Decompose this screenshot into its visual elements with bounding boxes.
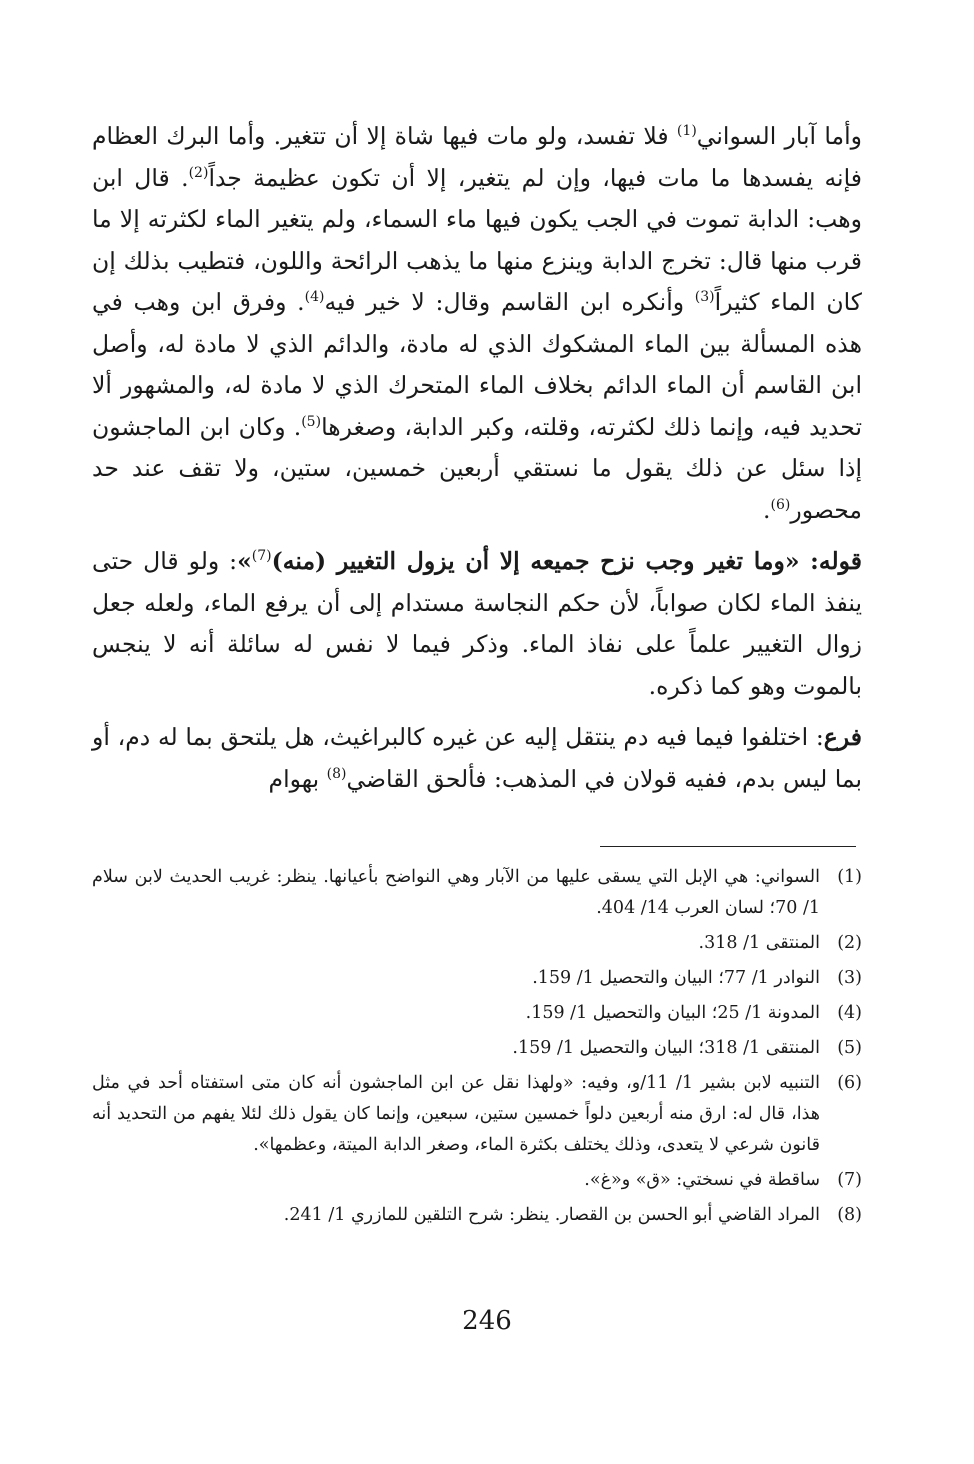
text-run: . قال ابن وهب: الدابة تموت في الجب يكون فيها ماء السماء، ولم يتغير الماء لكثرته إلا ما قرب منها قال: تخرج الدابة وينزع منها ما يذهب الرائحة واللون، فتطيب بذلك إن كان الماء كثيراً: [92, 163, 862, 316]
page-number: 246: [462, 1306, 512, 1336]
footnote: [92, 963, 862, 994]
footnote-text: التنبيه لابن بشير 1/ 11/و، وفيه: «ولهذا نقل عن ابن الماجشون أنه كان متى استفتاه أحد في مثل هذا، قال له: ارق منه أربعين دلواً خمسين ستين، سبعين، وإنما كان يقول ذلك لئلا يفهم من التحديد أنه قانون شرعي لا يتعدى، وذلك يختلف بكثرة الماء، وصغر الدابة الميتة، وعظمها».: [92, 1073, 820, 1155]
text-run: . وفرق ابن وهب في هذه المسألة بين الماء المشكوك الذي له مادة، والدائم الذي لا مادة له، وأصل ابن القاسم أن الماء الدائم بخلاف الماء المتحرك الذي لا مادة له، والمشهور ألا تحديد فيه، وإنما ذلك لكثرته، وقلته، وكبر الدابة، وصغرها: [92, 288, 862, 441]
paragraph-lead: قوله:: [799, 547, 862, 575]
footnote-number: (6): [837, 1073, 862, 1093]
paragraph-1: [92, 116, 862, 531]
footnote-text: المنتقى 1/ 318؛ البيان والتحصيل 1/ 159.: [512, 1038, 820, 1058]
footnote-ref: (8): [326, 765, 347, 782]
paragraph-lead: فرع: [823, 723, 862, 751]
footnote-ref: (1): [676, 123, 697, 140]
quoted-text: «وما تغير وجب نزح جميعه إلا أن يزول التغيير (منه): [271, 547, 800, 575]
footnote-text: النوادر 1/ 77؛ البيان والتحصيل 1/ 159.: [532, 968, 820, 988]
footnote-number: (8): [837, 1205, 862, 1225]
paragraph-3: [92, 717, 862, 800]
text-run: .: [763, 495, 771, 524]
footnote-ref: (3): [694, 289, 715, 306]
footnote-number: (5): [837, 1038, 862, 1058]
footnote: [92, 998, 862, 1029]
text-run: : اختلفوا فيما فيه دم ينتقل إليه عن غيره كالبراغيث، هل يلتحق بما له دم، أو بما ليس بدم، ففيه قولان في المذهب: فألحق القاضي: [92, 723, 862, 793]
footnote-ref: (7): [251, 548, 272, 565]
text-run: بهوام: [268, 764, 327, 793]
footnote-ref: (6): [770, 496, 791, 513]
footnote-ref: (2): [188, 164, 209, 181]
footnote-number: (3): [837, 968, 862, 988]
text-run: وأنكره ابن القاسم وقال: لا خير فيه: [324, 288, 695, 316]
footnote: [92, 1033, 862, 1064]
text-run: . وكان ابن الماجشون إذا سئل عن ذلك يقول ما نستقي أربعين خمسين، ستين، ولا تقف عند حد محصور: [92, 412, 862, 524]
main-text: [92, 116, 862, 800]
text-run: وأما آبار السواني: [696, 122, 862, 150]
footnote-text: المدونة 1/ 25؛ البيان والتحصيل 1/ 159.: [525, 1003, 820, 1023]
footnote-text: السواني: هي الإبل التي يسقى عليها من الآبار وهي النواضح بأعيانها. ينظر: غريب الحديث لابن سلام 1/ 70؛ لسان العرب 14/ 404.: [92, 867, 820, 918]
quote-close: »: [237, 547, 252, 575]
footnote: [92, 862, 862, 924]
footnote-separator: [600, 846, 856, 847]
footnote-text: المراد القاضي أبو الحسن بن القصار. ينظر: شرح التلقين للمازري 1/ 241.: [283, 1205, 820, 1225]
footnote-ref: (5): [301, 413, 322, 430]
footnote: [92, 1200, 862, 1231]
footnote-number: (1): [837, 867, 862, 887]
paragraph-2: [92, 541, 862, 707]
footnote-text: المنتقى 1/ 318.: [698, 933, 820, 953]
footnote-number: (4): [837, 1003, 862, 1023]
footnote-number: (7): [837, 1170, 862, 1190]
footnotes-list: [92, 862, 862, 1235]
text-run: فلا تفسد، ولو مات فيها شاة إلا أن تتغير. وأما البرك العظام فإنه يفسدها ما مات فيها، وإن لم يتغير، إلا أن تكون عظيمة جداً: [92, 122, 862, 192]
footnote-number: (2): [837, 933, 862, 953]
footnote-ref: (4): [304, 289, 325, 306]
footnote: [92, 1165, 862, 1196]
footnote-text: ساقطة في نسختي: «ق» و«غ».: [584, 1170, 820, 1190]
footnote: [92, 1068, 862, 1161]
footnote: [92, 928, 862, 959]
text-run: : ولو قال حتى ينفذ الماء لكان صواباً، لأن حكم النجاسة مستدام إلى أن يرفع الماء، ولعله جعل زوال التغيير علماً على نفاذ الماء. وذكر فيما لا نفس له سائلة أنه لا ينجس بالموت وهو كما ذكره.: [92, 547, 862, 700]
